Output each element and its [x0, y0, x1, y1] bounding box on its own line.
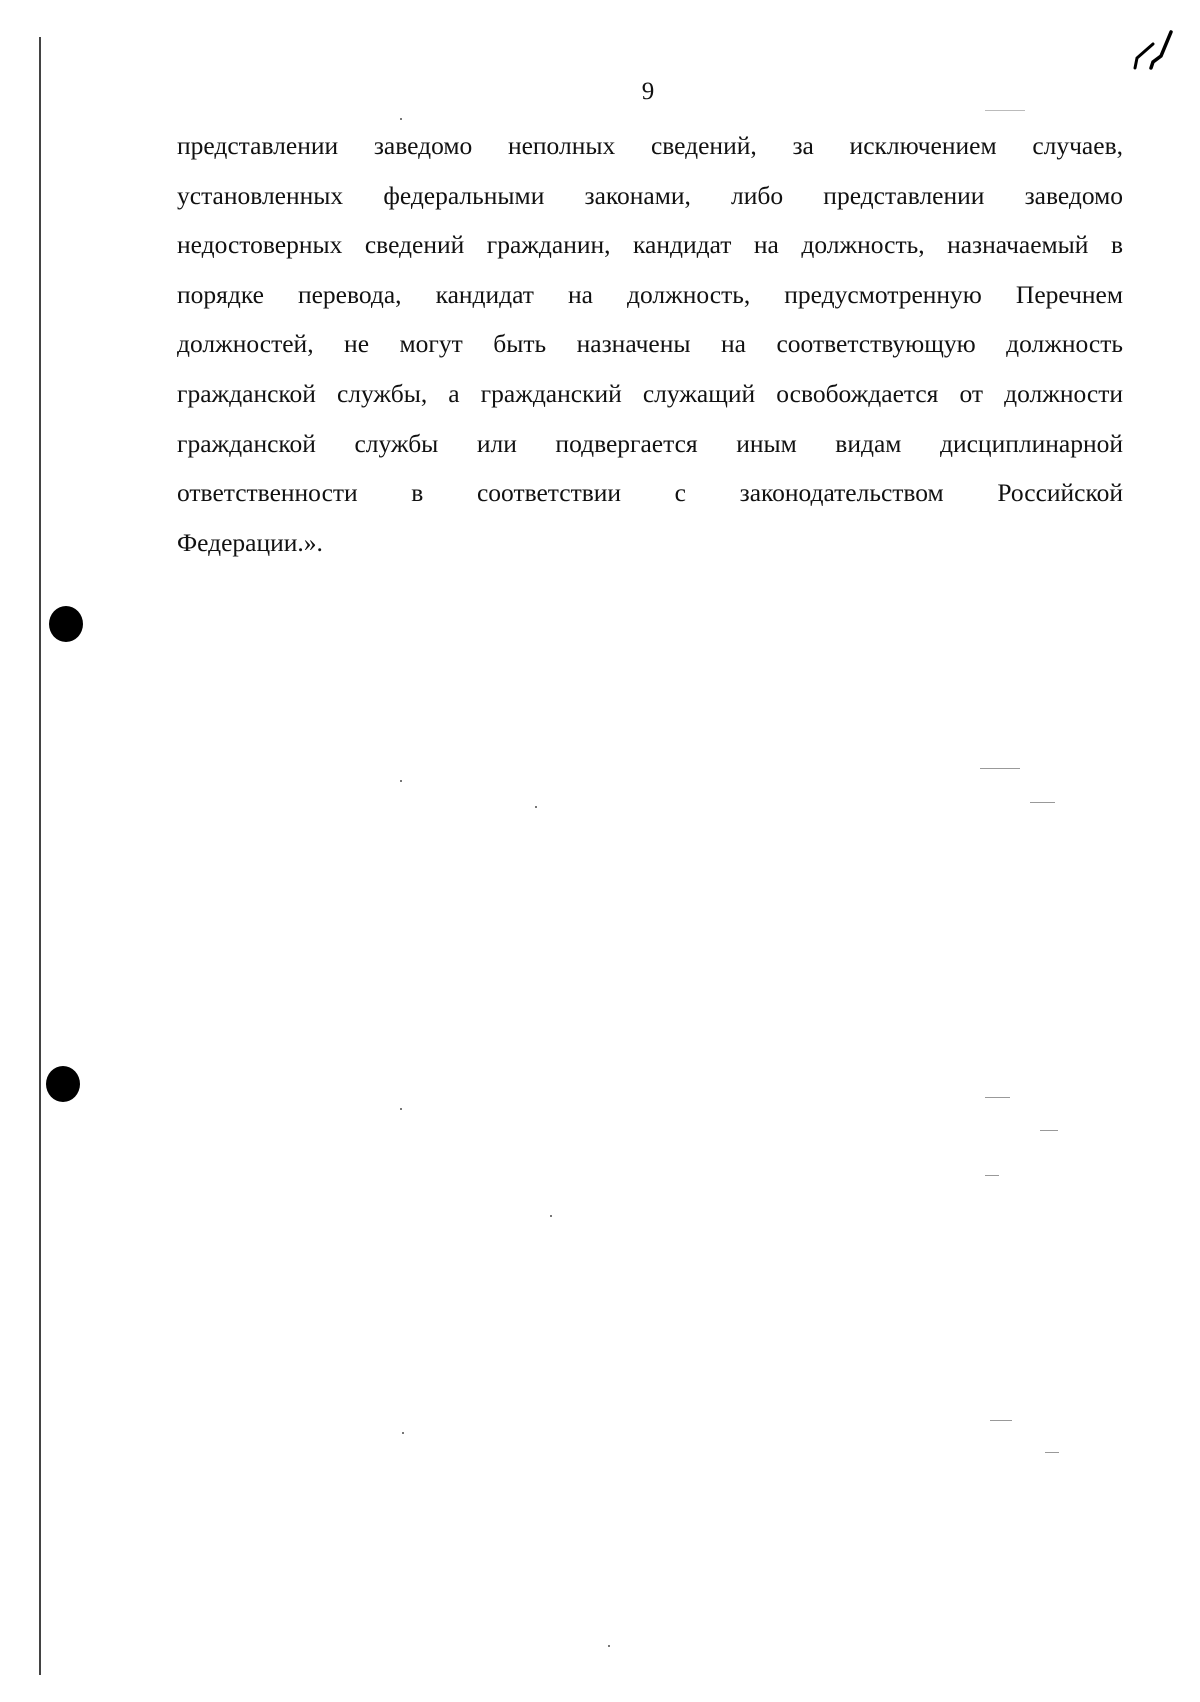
scan-speck	[985, 1097, 1010, 1098]
body-line: должностей, не могут быть назначены на соответствующую должность	[177, 329, 1123, 359]
scan-speck	[990, 1420, 1012, 1421]
body-line: представлении заведомо неполных сведений, за исключением случаев,	[177, 131, 1123, 160]
scan-speck	[1045, 1452, 1059, 1453]
scan-speck	[400, 1108, 402, 1110]
body-line: гражданской службы, а гражданский служащий освобождается от должности	[177, 378, 1123, 408]
scan-speck	[985, 1175, 999, 1176]
body-line: порядке перевода, кандидат на должность, предусмотренную Перечнем	[177, 279, 1123, 309]
scan-speck	[400, 780, 402, 782]
scan-speck	[980, 768, 1020, 769]
document-body	[177, 121, 1123, 567]
scan-speck	[400, 118, 402, 120]
body-line: гражданской службы или подвергается иным видам дисциплинарной	[177, 428, 1123, 458]
page-number: 9	[641, 78, 655, 105]
scan-speck	[985, 110, 1025, 111]
scan-speck	[608, 1645, 610, 1647]
scan-speck	[402, 1432, 404, 1434]
scan-speck	[1040, 1130, 1058, 1131]
scan-speck	[550, 1215, 552, 1217]
binding-margin-line	[39, 37, 41, 1675]
body-line: недостоверных сведений гражданин, кандидат на должность, назначаемый в	[177, 230, 1123, 260]
punch-hole-top	[49, 606, 83, 642]
handwritten-folio-number	[1127, 28, 1187, 72]
punch-hole-bottom	[46, 1066, 80, 1102]
body-line: ответственности в соответствии с законодательством Российской	[177, 478, 1123, 508]
body-line-last: Федерации.».	[177, 527, 323, 557]
scan-speck	[1030, 802, 1055, 803]
scan-speck	[535, 806, 537, 808]
body-line: установленных федеральными законами, либо представлении заведомо	[177, 180, 1123, 210]
